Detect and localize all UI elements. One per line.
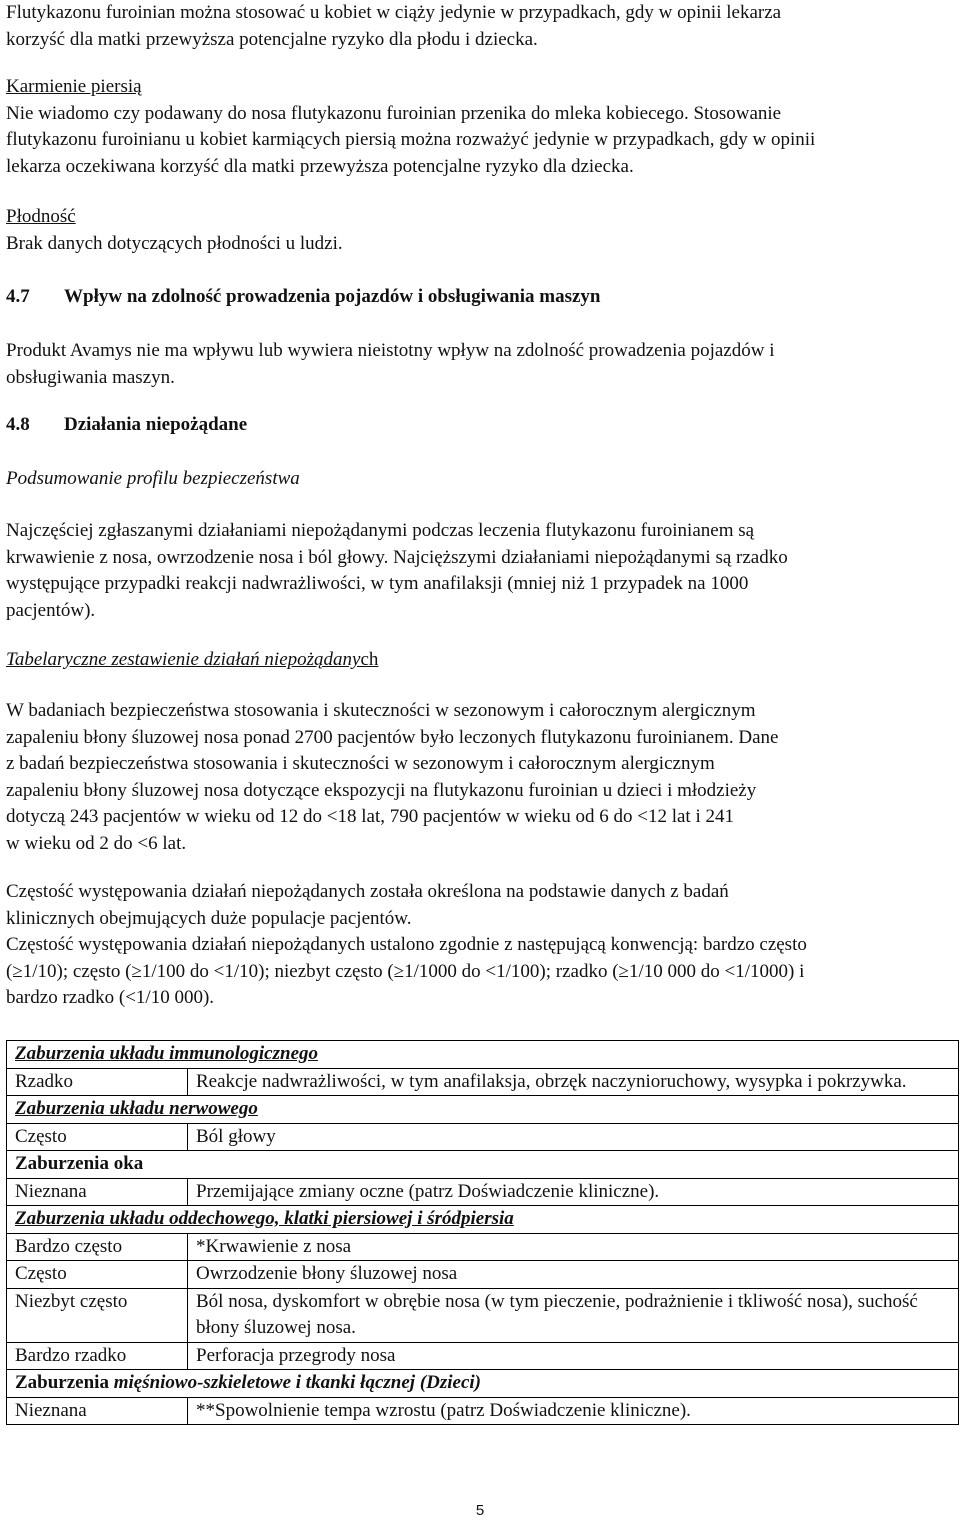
safety-summary-heading	[6, 466, 300, 493]
table-row	[7, 1178, 959, 1206]
text-line: pacjentów).	[6, 599, 96, 621]
breastfeeding-heading: Karmienie piersią	[6, 76, 142, 97]
text-line: W badaniach bezpieczeństwa stosowania i skuteczności w sezonowym i całorocznym alergicznym	[6, 700, 756, 721]
system-organ-class: Zaburzenia oka	[7, 1151, 959, 1179]
effect-cell: *Krwawienie z nosa	[188, 1233, 959, 1261]
table-summary-heading	[6, 647, 378, 674]
system-organ-class: Zaburzenia układu oddechowego, klatki piersiowej i śródpiersia	[7, 1206, 959, 1234]
frequency-text	[6, 879, 807, 1012]
table-row	[7, 1233, 959, 1261]
text-line: korzyść dla matki przewyższa potencjalne ryzyko dla płodu i dziecka.	[6, 28, 538, 50]
table-row	[7, 1123, 959, 1151]
system-organ-class	[7, 1370, 959, 1398]
table-row	[7, 1288, 959, 1342]
studies-text	[6, 698, 778, 857]
text-line: Częstość występowania działań niepożądanych ustalono zgodnie z następującą konwencją: bardzo często	[6, 934, 807, 955]
text-line: krwawienie z nosa, owrzodzenie nosa i ból głowy. Najcięższymi działaniami niepożądanymi są rzadko	[6, 546, 788, 568]
fertility-section	[6, 204, 343, 257]
adverse-effects-table	[6, 1040, 959, 1425]
frequency-cell: Bardzo rzadko	[7, 1342, 188, 1370]
table-row	[7, 1041, 959, 1069]
heading-italic: Tabelaryczne zestawienie działań niepożądany	[6, 649, 361, 670]
group-plain: Zaburzenia	[15, 1372, 114, 1393]
section-4-8-heading	[6, 412, 247, 439]
table-row	[7, 1068, 959, 1096]
frequency-cell: Często	[7, 1123, 188, 1151]
safety-summary-text	[6, 518, 788, 624]
text-line: występujące przypadki reakcji nadwrażliwości, w tym anafilaksji (mniej niż 1 przypadek na 1000	[6, 573, 749, 594]
heading-text: Podsumowanie profilu bezpieczeństwa	[6, 468, 300, 489]
section-number: 4.8	[6, 414, 30, 435]
text-line: obsługiwania maszyn.	[6, 366, 175, 388]
effect-cell: Owrzodzenie błony śluzowej nosa	[188, 1261, 959, 1289]
text-line: bardzo rzadko (<1/10 000).	[6, 987, 215, 1008]
section-4-7-heading	[6, 284, 600, 311]
text-line: zapaleniu błony śluzowej nosa ponad 2700 pacjentów było leczonych flutykazonu furoinianem. Dane	[6, 726, 779, 748]
section-title: Działania niepożądane	[64, 414, 248, 435]
frequency-cell: Bardzo często	[7, 1233, 188, 1261]
text-line: Flutykazonu furoinian można stosować u kobiet w ciąży jedynie w przypadkach, gdy w opinii lekarza	[6, 2, 782, 23]
table-row	[7, 1342, 959, 1370]
effect-cell: Ból głowy	[188, 1123, 959, 1151]
text-line: Nie wiadomo czy podawany do nosa flutykazonu furoinian przenika do mleka kobiecego. Stosowanie	[6, 102, 782, 124]
section-title: Wpływ na zdolność prowadzenia pojazdów i obsługiwania maszyn	[64, 286, 601, 307]
table-row	[7, 1370, 959, 1398]
text-line: klinicznych obejmujących duże populacje pacjentów.	[6, 907, 412, 929]
text-line: Najczęściej zgłaszanymi działaniami niepożądanymi podczas leczenia flutykazonu furoinianem są	[6, 520, 755, 541]
text-line: Częstość występowania działań niepożądanych została określona na podstawie danych z badań	[6, 881, 729, 902]
effect-cell: Reakcje nadwrażliwości, w tym anafilaksja, obrzęk naczynioruchowy, wysypka i pokrzywka.	[188, 1068, 959, 1096]
table-row	[7, 1261, 959, 1289]
text-line: flutykazonu furoinianu u kobiet karmiących piersią można rozważyć jedynie w przypadkach, gdy w opinii	[6, 129, 816, 150]
effect-cell: Przemijające zmiany oczne (patrz Doświadczenie kliniczne).	[188, 1178, 959, 1206]
text-line: w wieku od 2 do <6 lat.	[6, 832, 187, 854]
frequency-cell: Rzadko	[7, 1068, 188, 1096]
effect-cell: Perforacja przegrody nosa	[188, 1342, 959, 1370]
system-organ-class: Zaburzenia układu immunologicznego	[7, 1041, 959, 1069]
text-line: Brak danych dotyczących płodności u ludzi.	[6, 232, 343, 254]
table-row	[7, 1397, 959, 1425]
text-line: lekarza oczekiwana korzyść dla matki przewyższa potencjalne ryzyko dla dziecka.	[6, 155, 634, 177]
pregnancy-text	[6, 0, 781, 53]
table-row	[7, 1096, 959, 1124]
breastfeeding-section	[6, 74, 815, 180]
table-row	[7, 1206, 959, 1234]
table-row	[7, 1151, 959, 1179]
group-italic: mięśniowo-szkieletowe i tkanki łącznej (Dzieci)	[113, 1372, 482, 1393]
text-line: dotyczą 243 pacjentów w wieku od 12 do <18 lat, 790 pacjentów w wieku od 6 do <12 lat i 241	[6, 806, 734, 827]
text-line: (≥1/10); często (≥1/100 do <1/10); niezbyt często (≥1/1000 do <1/100); rzadko (≥1/10 000 do <1/1000) i	[6, 960, 805, 982]
frequency-cell: Nieznana	[7, 1178, 188, 1206]
text-line: zapaleniu błony śluzowej nosa dotyczące ekspozycji na flutykazonu furoinian u dzieci i młodzieży	[6, 779, 757, 801]
frequency-cell: Niezbyt często	[7, 1288, 188, 1342]
system-organ-class: Zaburzenia układu nerwowego	[7, 1096, 959, 1124]
section-number: 4.7	[6, 286, 30, 307]
page-number: 5	[475, 1502, 485, 1519]
frequency-cell: Często	[7, 1261, 188, 1289]
effect-cell: **Spowolnienie tempa wzrostu (patrz Doświadczenie kliniczne).	[188, 1397, 959, 1425]
heading-tail: ch	[360, 649, 379, 670]
section-4-7-text	[6, 338, 774, 391]
text-line: z badań bezpieczeństwa stosowania i skuteczności w sezonowym i całorocznym alergicznym	[6, 753, 715, 774]
frequency-cell: Nieznana	[7, 1397, 188, 1425]
effect-cell: Ból nosa, dyskomfort w obrębie nosa (w tym pieczenie, podrażnienie i tkliwość nosa), suchość błony śluzowej nosa.	[188, 1288, 959, 1342]
text-line: Produkt Avamys nie ma wpływu lub wywiera nieistotny wpływ na zdolność prowadzenia pojazdów i	[6, 340, 775, 361]
fertility-heading: Płodność	[6, 206, 76, 227]
